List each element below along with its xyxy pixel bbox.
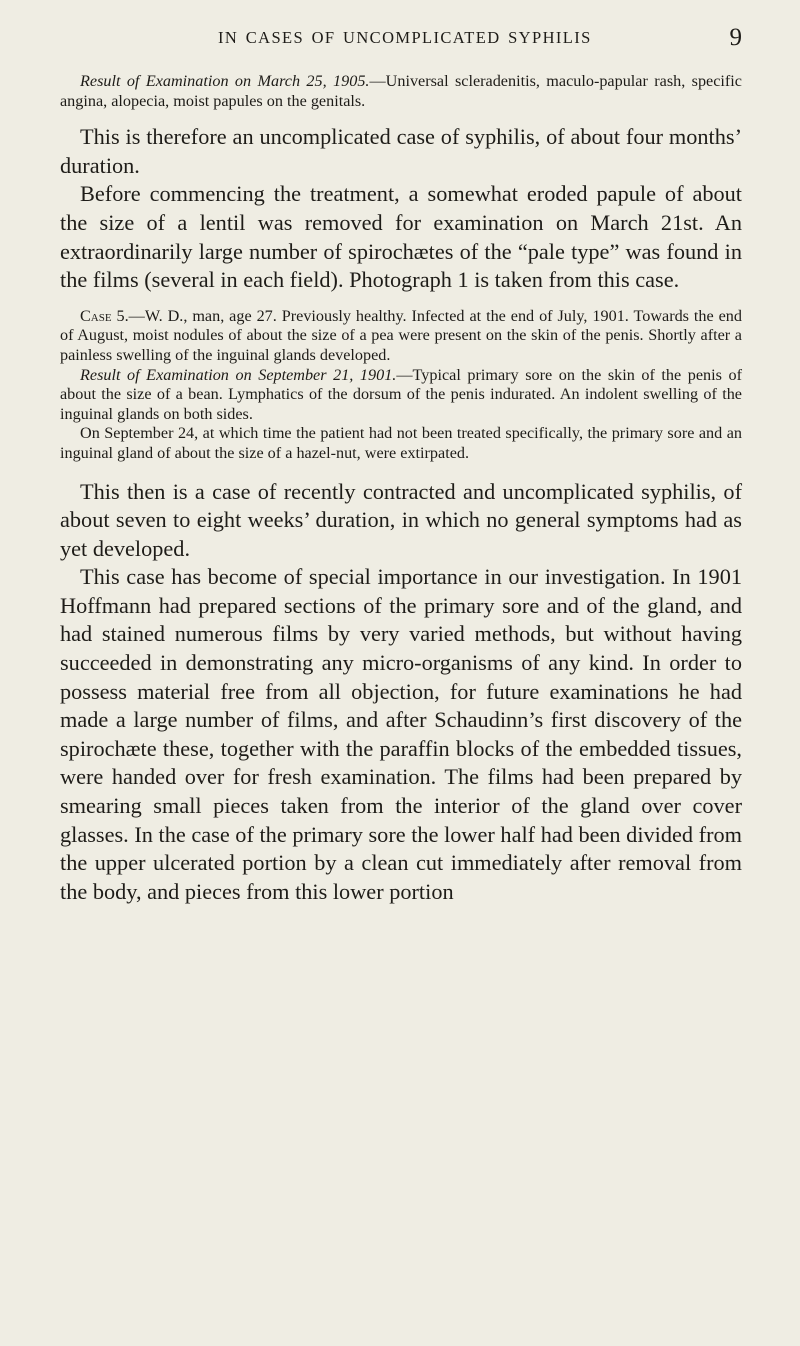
paragraph-text: Before commencing the treatment, a somewhat eroded papule of about the size of a lentil was removed for examination on March 21st. An extraordinarily large number of spirochætes of the “pale type” was found in the films (several in each field). Photograph 1 is taken from this case. [60, 181, 742, 293]
paragraph-text: This is therefore an uncomplicated case of syphilis, of about four months’ duration. [60, 124, 742, 178]
paragraph-text: On September 24, at which time the patient had not been treated specifically, the primary sore and an inguinal gland of about the size of a hazel-nut, were extirpated. [60, 424, 742, 462]
paragraph-recent-syphilis [60, 478, 742, 564]
paragraph-case-5 [60, 307, 742, 366]
paragraph-text: —W. D., man, age 27. Previously healthy. Infected at the end of July, 1901. Towards the end of August, moist nodules of about the size of a pea were present on the skin of the penis. Shortly after a painless swelling of the inguinal glands developed. [60, 306, 742, 364]
paragraph-uncomplicated-case [60, 123, 742, 180]
case-heading: Case 5. [80, 306, 129, 325]
body-text [60, 72, 742, 906]
paragraph-text: This then is a case of recently contracted and uncomplicated syphilis, of about seven to eight weeks’ duration, in which no general symptoms had as yet developed. [60, 478, 742, 561]
paragraph-text: —Universal scleradenitis, maculo-papular rash, specific angina, alopecia, moist papules on the genitals. [60, 72, 742, 110]
paragraph-lead-italic: Result of Examination on September 21, 1901. [80, 365, 397, 384]
paragraph-result-march [60, 72, 742, 111]
paragraph-special-importance [60, 563, 742, 906]
paragraph-text: —Typical primary sore on the skin of the penis of about the size of a bean. Lymphatics of the dorsum of the penis indurated. An indolent swelling of the inguinal glands on both sides. [60, 365, 742, 423]
running-head [60, 24, 742, 54]
paragraph-result-september [60, 366, 742, 425]
running-title: IN CASES OF UNCOMPLICATED SYPHILIS [218, 28, 592, 47]
paragraph-text: This case has become of special importance in our investigation. In 1901 Hoffmann had prepared sections of the primary sore and of the gland, and had stained numerous films by very varied methods, but without having succeeded in demonstrating any micro-organisms of any kind. In order to possess material free from all objection, for future examinations he had made a large number of films, and after Schaudinn’s first discovery of the spirochæte these, together with the paraffin blocks of the embedded tissues, were handed over for fresh examination. The films had been prepared by smearing small pieces taken from the interior of the gland over cover glasses. In the case of the primary sore the lower half had been divided from the upper ulcerated portion by a clean cut immediately after removal from the body, and pieces from this lower portion [60, 564, 742, 904]
paragraph-extirpation [60, 424, 742, 463]
paragraph-before-treatment [60, 180, 742, 294]
page-number: 9 [729, 24, 742, 51]
paragraph-lead-italic: Result of Examination on March 25, 1905. [80, 72, 370, 90]
